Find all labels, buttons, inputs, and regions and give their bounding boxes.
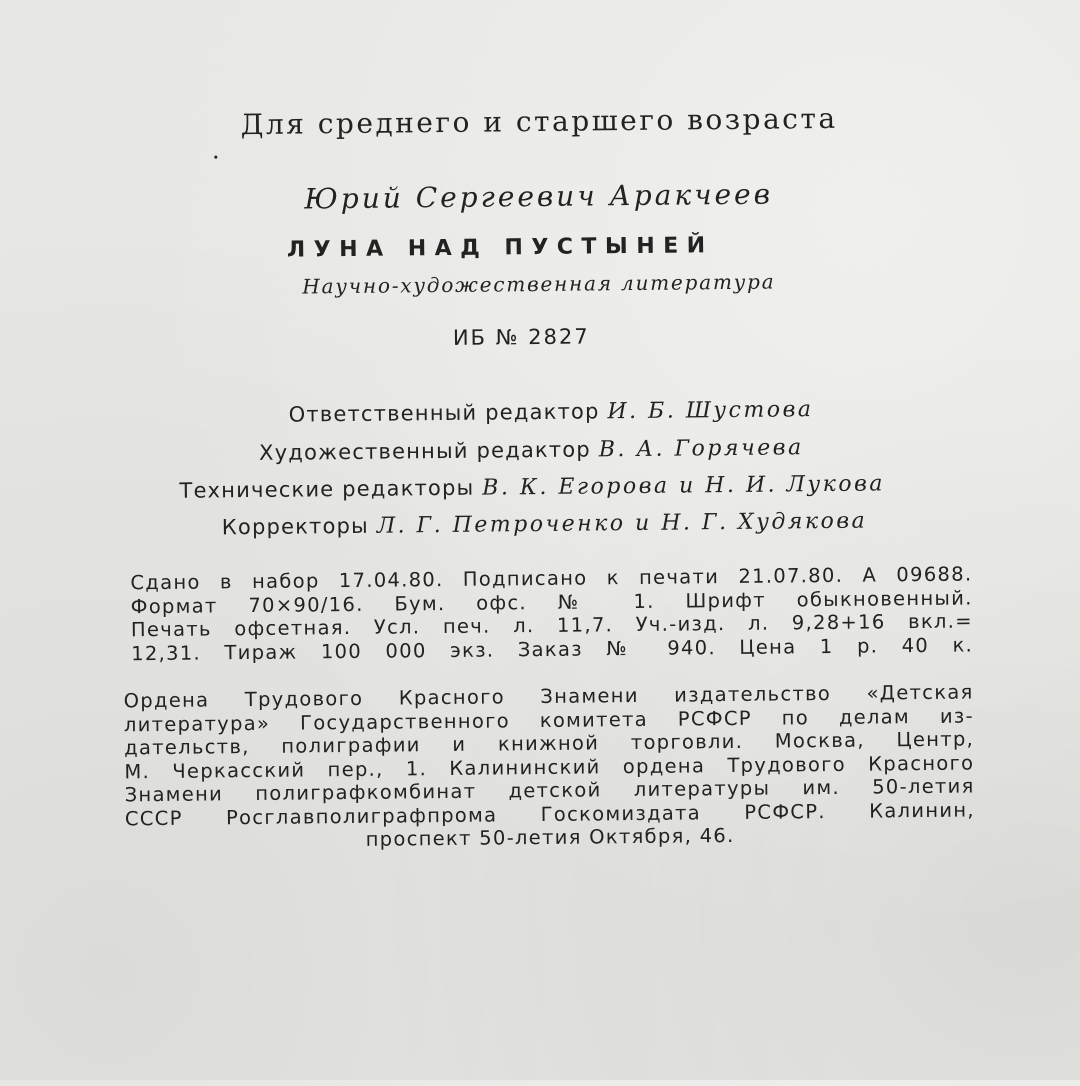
print-details-line: Сдано в набор 17.04.80. Подписано к печати 21.07.80. А 09688. xyxy=(130,562,973,595)
book-title: ЛУНА НАД ПУСТЫНЕЙ xyxy=(286,233,714,263)
print-details-line: 12,31. Тираж 100 000 экз. Заказ № 940. Цена 1 р. 40 к. xyxy=(131,632,974,665)
credit-names: В. А. Горячева xyxy=(598,435,804,463)
print-details-line: Печать офсетная. Усл. печ. л. 11,7. Уч.-изд. л. 9,28+16 вкл.= xyxy=(130,609,973,642)
audience-line: Для среднего и старшего возраста xyxy=(240,101,838,142)
print-details-block xyxy=(130,562,973,665)
credit-role: Художественный редактор xyxy=(258,437,591,465)
publisher-line: литература» Государственного комитета РСФСР по делам из- xyxy=(123,703,974,736)
publisher-line: Ордена Трудового Красного Знамени издательство «Детская xyxy=(123,680,974,713)
credit-names: И. Б. Шустова xyxy=(607,397,814,425)
credit-line-proofreaders xyxy=(222,509,868,541)
publisher-line: Знамени полиграфкомбинат детской литературы им. 50-летия xyxy=(124,774,975,807)
genre-line: Научно-художественная литература xyxy=(302,269,776,299)
print-details-line: Формат 70×90/16. Бум. офс. № 1. Шрифт обыкновенный. xyxy=(130,585,973,618)
credit-role: Корректоры xyxy=(221,513,369,540)
publisher-line: дательств, полиграфии и книжной торговли. Москва, Центр, xyxy=(124,727,975,760)
author-name: Юрий Сергеевич Аракчеев xyxy=(304,177,774,216)
publisher-line: проспект 50-летия Октября, 46. xyxy=(365,823,735,851)
publisher-block xyxy=(124,680,976,853)
credit-names: Л. Г. Петроченко и Н. Г. Худякова xyxy=(376,508,868,539)
credit-line-technical-editors xyxy=(179,471,885,503)
credit-role: Ответственный редактор xyxy=(288,399,600,427)
publisher-line: М. Черкасский пер., 1. Калининский ордена Трудового Красного xyxy=(124,750,975,783)
credit-names: В. К. Егорова и Н. И. Лукова xyxy=(482,471,886,501)
credit-role: Технические редакторы xyxy=(179,475,475,503)
credit-line-art-editor xyxy=(259,435,804,466)
credit-line-responsible-editor xyxy=(289,397,814,427)
ink-dot: . xyxy=(211,136,220,165)
publisher-line: СССР Росглавполиграфпрома Госкомиздата РСФСР. Калинин, xyxy=(124,797,975,830)
ib-number: ИБ № 2827 xyxy=(452,324,590,350)
